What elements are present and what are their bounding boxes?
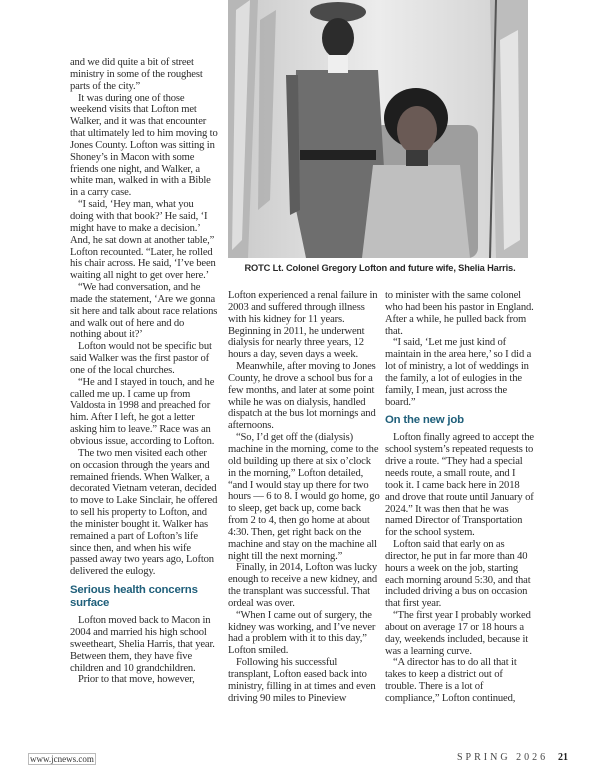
paragraph: “The first year I probably worked about on average 17 or 18 hours a day, weekends included, because it was a learning curve.	[385, 610, 531, 657]
paragraph: Lofton experienced a renal failure in 2003 and suffered through illness with his kidney for 11 years. Beginning in 2011, he underwent dialysis for nearly three years, 12 hours a day, seven days a week.	[228, 290, 378, 361]
paragraph: Lofton said that early on as director, he put in far more than 40 hours a week on the job, starting each morning around 5:30, and that included driving a bus on occasion that first year.	[385, 539, 531, 610]
article-column-2	[228, 290, 380, 705]
paragraph: Lofton would not be specific but said Walker was the first pastor of one of the local churches.	[70, 341, 212, 376]
paragraph: to minister with the same colonel who had been his pastor in England. After a while, he pulled back from that.	[385, 290, 534, 337]
paragraph: The two men visited each other on occasion through the years and remained friends. When Walker, a decorated Vietnam veteran, decided to move to Lake Sinclair, he offered to sell his property to Lofton, and the minister bought it. Walker has remained a part of Lofton’s life since then, and when his wife passed away two years ago, Lofton delivered the eulogy.	[70, 447, 218, 578]
paragraph: “We had conversation, and he made the statement, ‘Are we gonna sit here and talk about race relations and walk out of here and do nothing about it?’	[70, 282, 218, 341]
article-column-3	[385, 290, 535, 705]
paragraph: Prior to that move, however,	[78, 674, 195, 686]
paragraph: “I said, ‘Let me just kind of maintain in the area here,’ so I did a lot of ministry, a lot of weddings in the family, a lot of eulogies in the family, I mean, just across the board.”	[385, 337, 532, 408]
paragraph: “So, I’d get off the (dialysis) machine in the morning, come to the old building up there at six o’clock in the morning,” Lofton detailed, “and I would stay up there for two hours — 6 to 8. I would go home, go to sleep, get back up, come back from 2 to 4, then go home at about 4:30. Then, get right back on the machine and stay on the machine all night till the next morning.”	[228, 432, 380, 562]
paragraph: Following his successful transplant, Lofton eased back into ministry, filling in at times and even driving 90 miles to Pineview	[228, 657, 376, 704]
paragraph: Lofton moved back to Macon in 2004 and married his high school sweetheart, Shelia Harris, that year. Between them, they have five children and 10 grandchildren.	[70, 615, 215, 674]
photo-caption: ROTC Lt. Colonel Gregory Lofton and future wife, Shelia Harris.	[244, 263, 516, 273]
issue-label: SPRING 2026	[457, 752, 549, 763]
paragraph: Meanwhile, after moving to Jones County, he drove a school bus for a few months, and later at some point while he was on dialysis, handled dispatch at the bus lot mornings and afternoons.	[228, 361, 376, 432]
paragraph: “He and I stayed in touch, and he called me up. I came up from Valdosta in 1998 and preached for him. After I left, he got a letter asking him to leave.” Race was an obvious issue, according to Lofton.	[70, 376, 215, 447]
subhead-serious-health: Serious health concerns surface	[70, 584, 198, 610]
website-link[interactable]: www.jcnews.com	[30, 754, 94, 764]
paragraph: It was during one of those weekend visits that Lofton met Walker, and it was that encounter that ultimately led to him moving to Jones County. Lofton was sitting in Shoney’s in Macon with some friends one night, and Walker, a white man, walked in with a Bible in a carry case.	[70, 92, 218, 199]
photo-illustration	[228, 0, 528, 258]
paragraph: Lofton finally agreed to accept the school system’s repeated requests to drive a route. “They had a special needs route, a small route, and I took it. I came back here in 2018 and drove that route until January of 2024.” It was then that he was named Director of Transportation for the school system.	[385, 432, 534, 539]
article-photo	[228, 0, 528, 258]
paragraph: Finally, in 2014, Lofton was lucky enough to receive a new kidney, and the transplant was successful. That ordeal was over.	[228, 562, 378, 609]
paragraph: and we did quite a bit of street ministry in some of the roughest parts of the city.”	[70, 57, 203, 92]
paragraph: “I said, ‘Hey man, what you doing with that book?’ He said, ‘I might have to make a decision.’ And, he sat down at another table,” Lofton recounted. “Later, he rolled his chair across. He said, ‘I’ve been waiting all night to get over here.’	[70, 199, 216, 282]
subhead-new-job: On the new job	[385, 414, 464, 427]
article-column-1	[70, 57, 218, 686]
paragraph: “When I came out of surgery, the kidney was working, and I’ve never had a problem with it to this day,” Lofton smiled.	[228, 609, 376, 657]
page-number: 21	[558, 752, 568, 763]
paragraph: “A director has to do all that it takes to keep a district out of trouble. There is a lot of compliance,” Lofton continued,	[385, 657, 517, 704]
